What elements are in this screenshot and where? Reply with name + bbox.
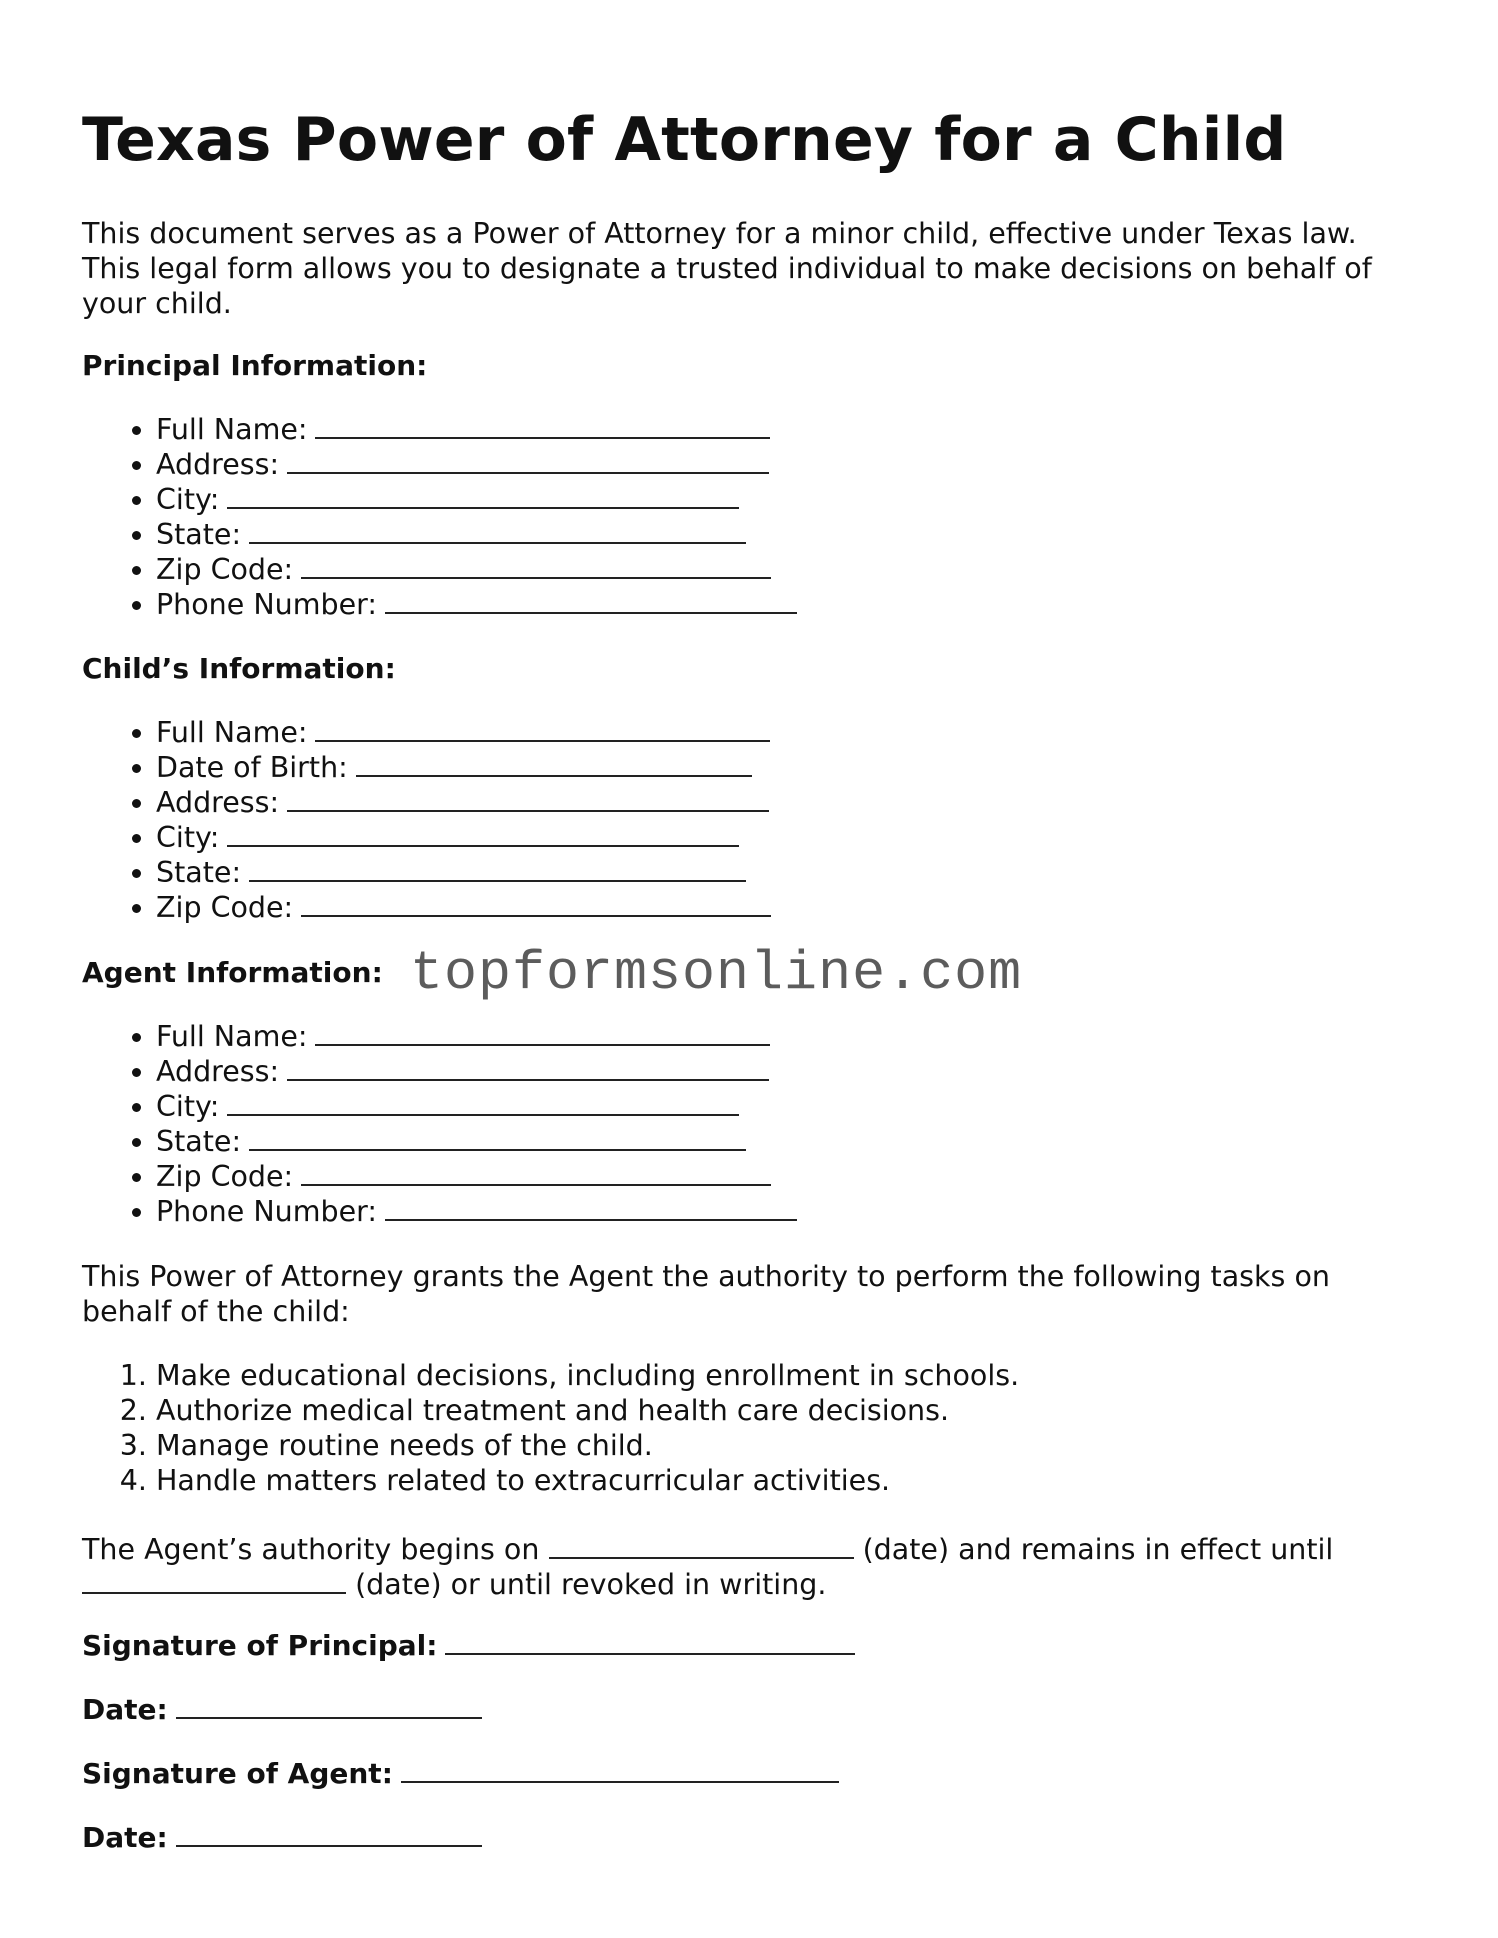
agent-zip-field: • Zip Code: xyxy=(156,1159,797,1194)
principal-fields xyxy=(82,412,797,622)
fill-line[interactable] xyxy=(315,415,770,439)
child-full-name-field: • Full Name: xyxy=(156,715,771,750)
fill-line[interactable] xyxy=(287,450,769,474)
agent-fields xyxy=(82,1019,797,1229)
principal-signature-line: Signature of Principal: xyxy=(82,1628,855,1663)
fill-line[interactable] xyxy=(356,753,752,777)
fill-line[interactable] xyxy=(287,1057,769,1081)
fill-line[interactable] xyxy=(301,893,771,917)
authority-intro: This Power of Attorney grants the Agent the authority to perform the following tasks on behalf of the child: xyxy=(82,1260,1330,1328)
principal-full-name-field: • Full Name: xyxy=(156,412,797,447)
fill-line[interactable] xyxy=(385,1197,797,1221)
authority-task-list xyxy=(82,1358,1019,1498)
fill-line[interactable] xyxy=(315,1022,770,1046)
agent-date-line: Date: xyxy=(82,1820,482,1855)
agent-heading: Agent Information: xyxy=(82,956,383,989)
fill-line[interactable] xyxy=(249,1127,746,1151)
principal-heading: Principal Information: xyxy=(82,349,428,382)
child-address-field: • Address: xyxy=(156,785,771,820)
fill-line[interactable] xyxy=(227,485,739,509)
principal-state-field: • State: xyxy=(156,517,797,552)
principal-phone-field: • Phone Number: xyxy=(156,587,797,622)
fill-line[interactable] xyxy=(227,1092,739,1116)
agent-phone-field: • Phone Number: xyxy=(156,1194,797,1229)
child-dob-field: • Date of Birth: xyxy=(156,750,771,785)
child-heading: Child’s Information: xyxy=(82,652,396,685)
task-item: 3. Manage routine needs of the child. xyxy=(156,1428,1019,1463)
intro-paragraph: This document serves as a Power of Attorney for a minor child, effective under Texas law. This legal form allows you to designate a trusted individual to make decisions on behalf of your child. xyxy=(82,217,1372,320)
agent-address-field: • Address: xyxy=(156,1054,797,1089)
fill-line[interactable] xyxy=(315,718,770,742)
child-zip-field: • Zip Code: xyxy=(156,890,771,925)
task-item: 4. Handle matters related to extracurricular activities. xyxy=(156,1463,1019,1498)
principal-address-field: • Address: xyxy=(156,447,797,482)
term-paragraph: The Agent’s authority begins on (date) and remains in effect until (date) or until revoked in writing. xyxy=(82,1533,1334,1601)
end-date-blank[interactable] xyxy=(82,1570,346,1594)
task-item: 2. Authorize medical treatment and health care decisions. xyxy=(156,1393,1019,1428)
agent-city-field: • City: xyxy=(156,1089,797,1124)
fill-line[interactable] xyxy=(249,520,746,544)
fill-line[interactable] xyxy=(301,1162,771,1186)
fill-line[interactable] xyxy=(227,823,739,847)
agent-signature-line: Signature of Agent: xyxy=(82,1756,839,1791)
task-item: 1. Make educational decisions, including enrollment in schools. xyxy=(156,1358,1019,1393)
child-fields xyxy=(82,715,771,925)
child-state-field: • State: xyxy=(156,855,771,890)
fill-line[interactable] xyxy=(445,1631,855,1655)
child-city-field: • City: xyxy=(156,820,771,855)
fill-line[interactable] xyxy=(249,858,746,882)
page-title: Texas Power of Attorney for a Child xyxy=(82,105,1287,175)
start-date-blank[interactable] xyxy=(549,1535,854,1559)
fill-line[interactable] xyxy=(301,555,771,579)
fill-line[interactable] xyxy=(176,1823,482,1847)
agent-state-field: • State: xyxy=(156,1124,797,1159)
fill-line[interactable] xyxy=(176,1695,482,1719)
principal-date-line: Date: xyxy=(82,1692,482,1727)
agent-full-name-field: • Full Name: xyxy=(156,1019,797,1054)
fill-line[interactable] xyxy=(385,590,797,614)
fill-line[interactable] xyxy=(287,788,769,812)
principal-zip-field: • Zip Code: xyxy=(156,552,797,587)
watermark: topformsonline.com xyxy=(410,942,1023,1005)
principal-city-field: • City: xyxy=(156,482,797,517)
fill-line[interactable] xyxy=(401,1759,839,1783)
